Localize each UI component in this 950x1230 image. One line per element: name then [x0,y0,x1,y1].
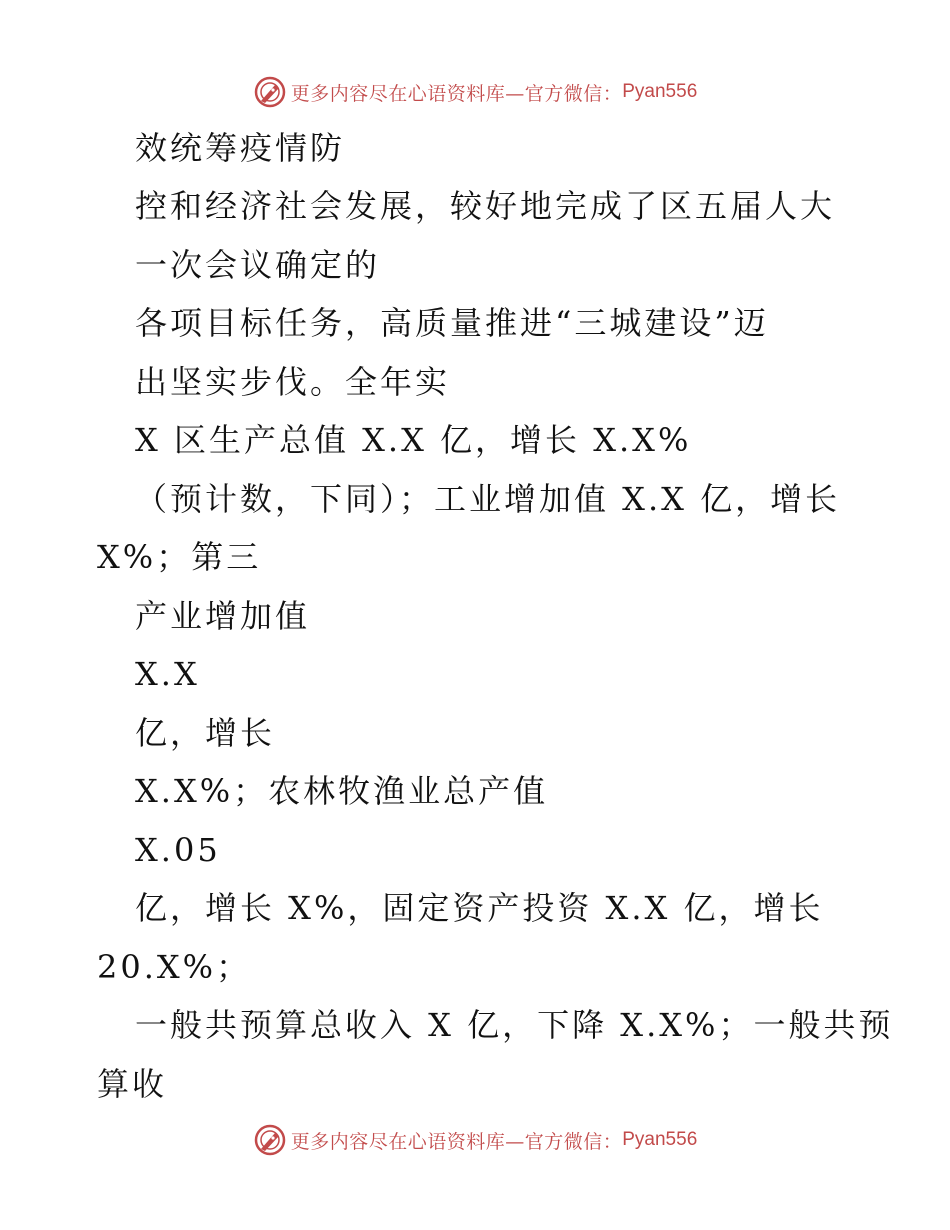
watermark-wechat-id: Pyan556 [622,81,698,102]
watermark-text: 更多内容尽在心语资料库—官方微信： [290,82,623,105]
body-line: 20.X%； [97,948,252,986]
body-line: 产业增加值 [135,597,311,635]
body-line: 一般共预算总收入 X 亿，下降 X.X%；一般共预 [135,1006,894,1044]
body-line: X%；第三 [97,538,262,576]
body-line: 亿，增长 [135,714,276,752]
body-line: 亿，增长 X%，固定资产投资 X.X 亿，增长 [135,889,824,927]
watermark-banner-bottom [0,1120,950,1160]
pen-logo-icon [253,1123,287,1157]
body-line: 效统筹疫情防 [135,129,346,167]
body-line: X.05 [135,831,221,869]
body-line: 控和经济社会发展，较好地完成了区五届人大 [135,187,836,225]
body-line: 算收 [97,1065,168,1103]
body-line: X.X%；农林牧渔业总产值 [135,772,549,810]
watermark-text: 更多内容尽在心语资料库—官方微信： [290,1130,623,1153]
body-line: 各项目标任务，高质量推进“三城建设”迈 [135,304,769,342]
body-line: 一次会议确定的 [135,246,381,284]
watermark-wechat-id: Pyan556 [622,1129,698,1150]
body-line: （预计数，下同）；工业增加值 X.X 亿，增长 [135,480,841,518]
body-line: X 区生产总值 X.X 亿，增长 X.X% [135,421,692,459]
body-line: X.X [135,655,200,693]
body-line: 出坚实步伐。全年实 [135,363,451,401]
